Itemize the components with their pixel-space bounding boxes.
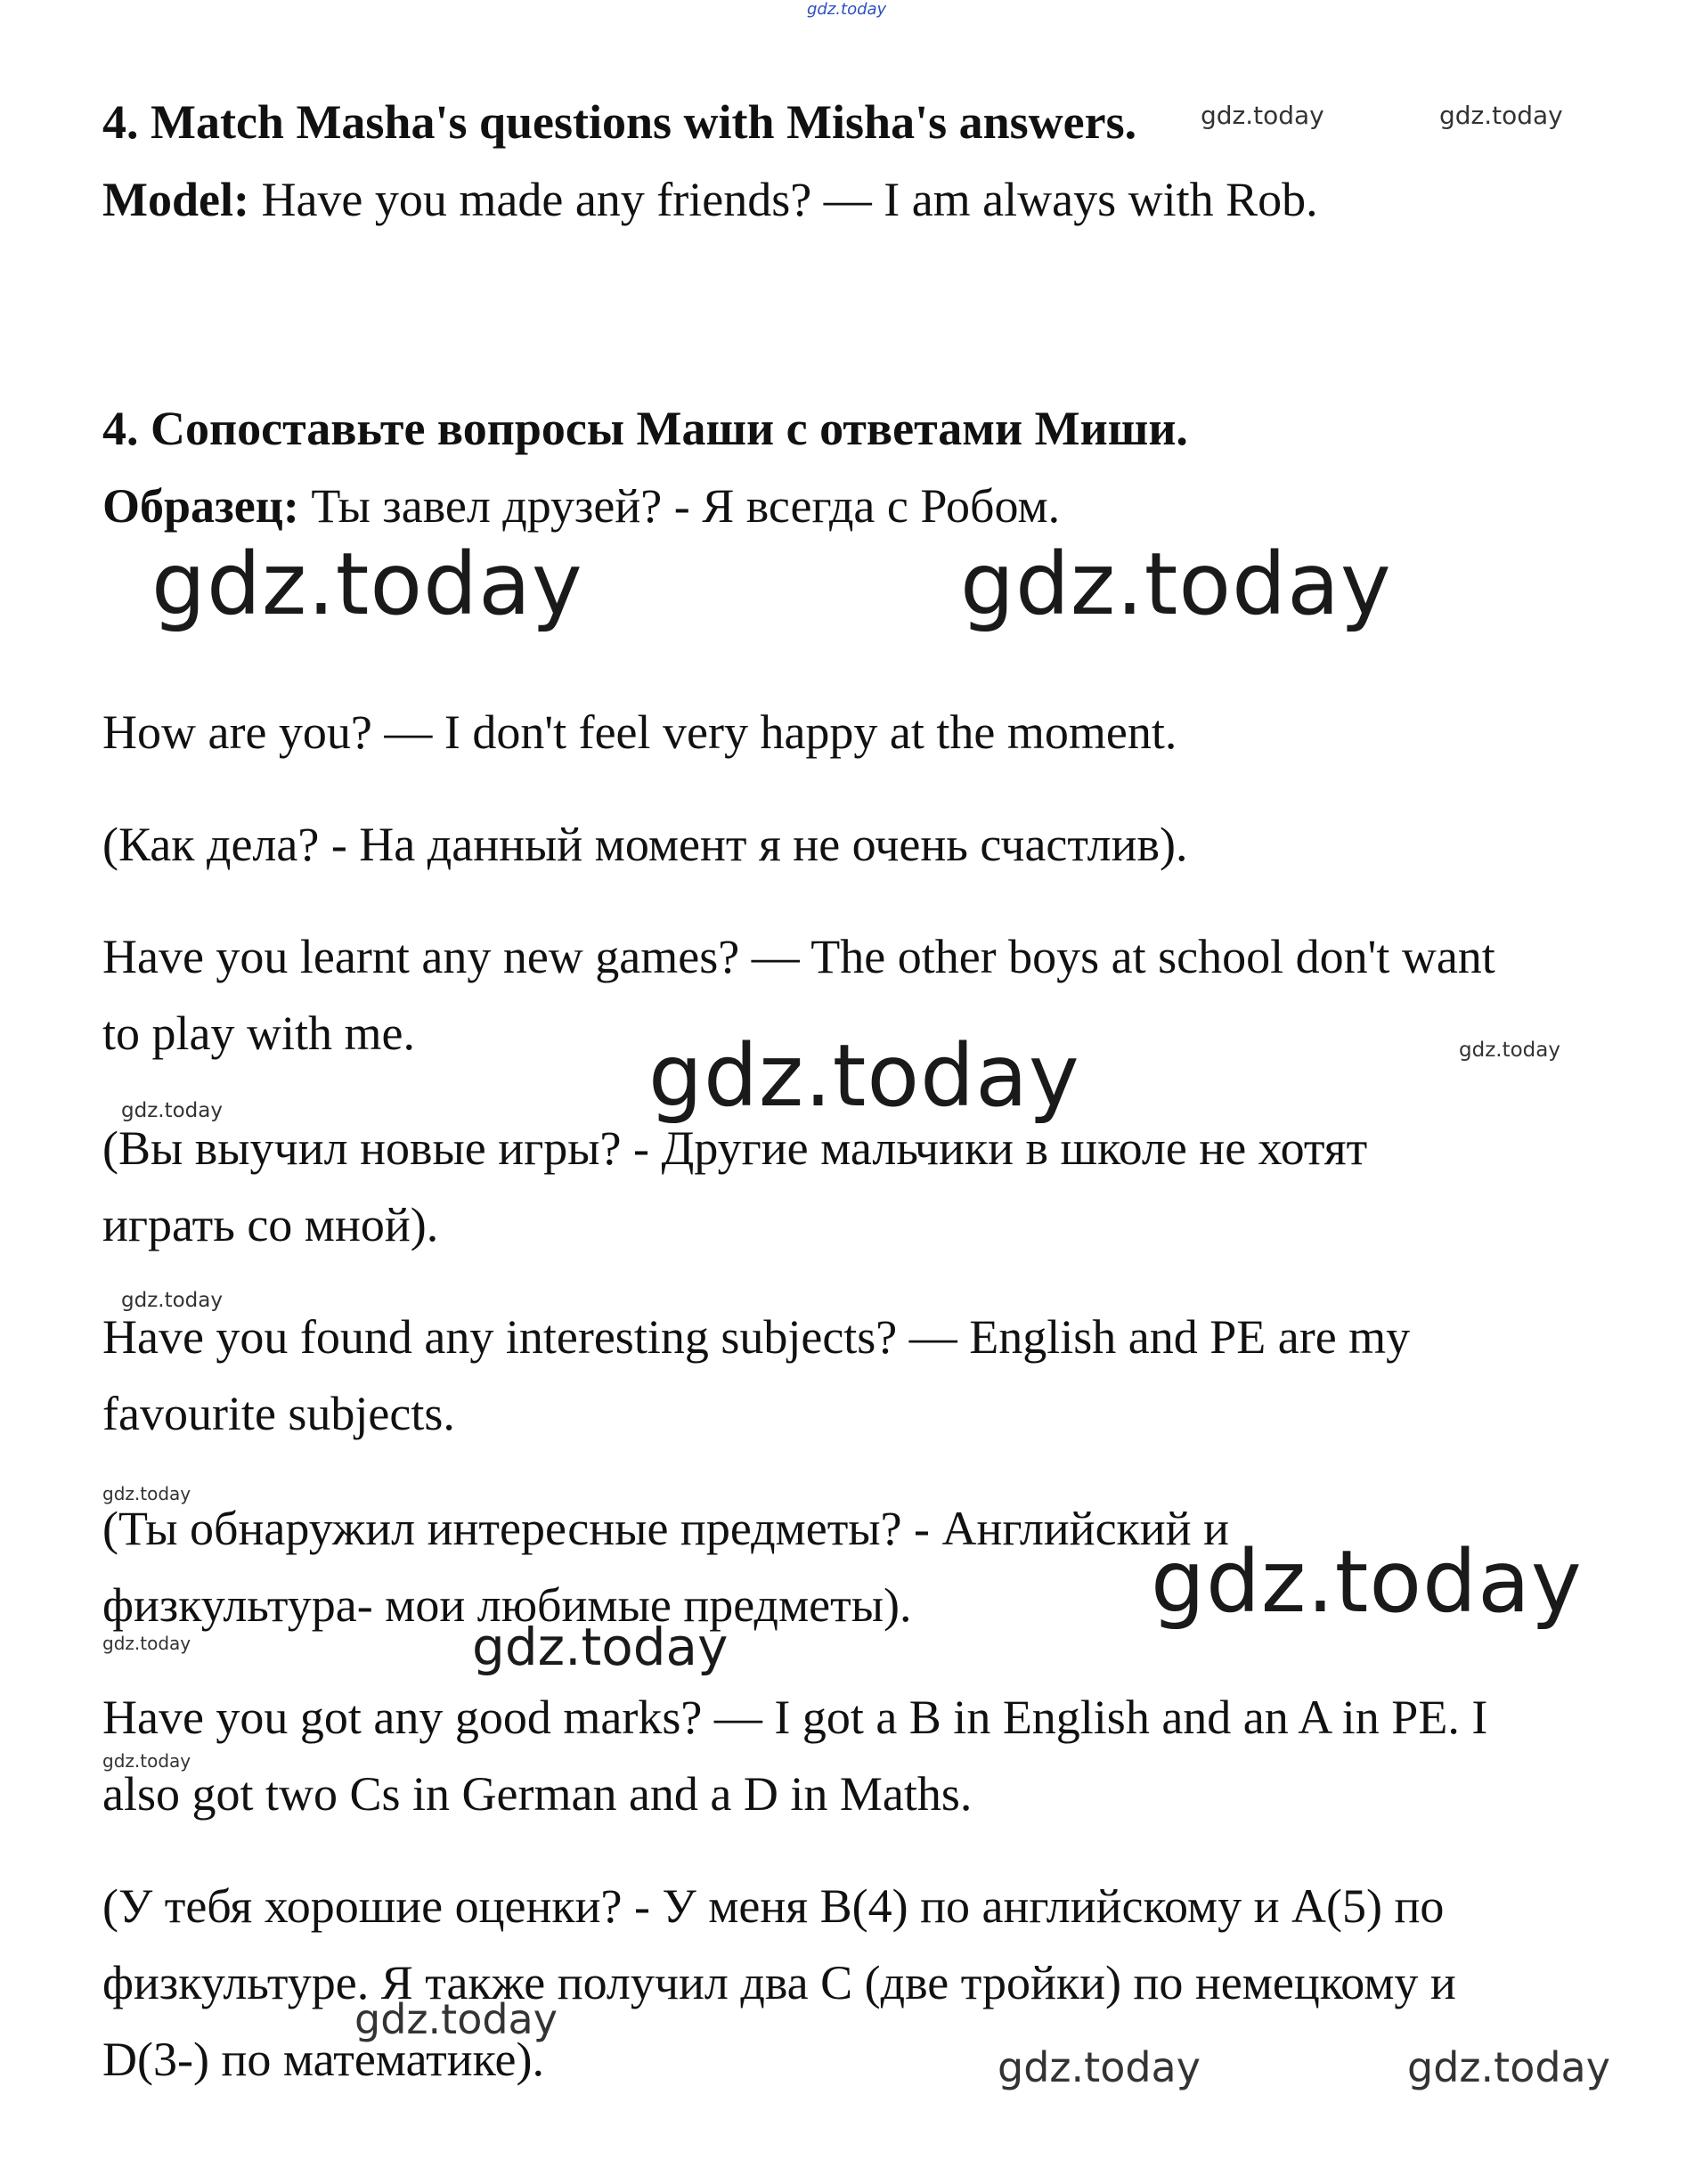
heading-russian: 4. Сопоставьте вопросы Маши с ответами Миши. [102,402,1188,455]
text-line: also got two Cs in German and a D in Maths. [102,1767,973,1821]
model-label-english: Model: [102,173,249,226]
watermark: gdz.today [121,1289,223,1312]
model-english [102,175,1318,224]
text-line: (Вы выучил новые игры? - Другие мальчики в школе не хотят [102,1121,1368,1175]
text-line: Have you found any interesting subjects? — English and PE are my [102,1310,1411,1364]
watermark: gdz.today [102,1750,191,1772]
watermark: gdz.today [1201,101,1324,130]
watermark: gdz.today [1439,101,1563,130]
watermark: gdz.today [354,1995,558,2043]
text-line: физкультура- мои любимые предметы). [102,1578,912,1632]
text-line: to play with me. [102,1006,415,1060]
text-line: D(3-) по математике). [102,2033,544,2086]
model-russian [102,479,1061,533]
text-line: favourite subjects. [102,1387,455,1440]
text-line: (Как дела? - На данный момент я не очень счастлив). [102,818,1188,871]
model-label-russian: Образец: [102,479,299,533]
model-text-russian: Ты завел друзей? - Я всегда с Робом. [298,479,1061,533]
watermark: gdz.today [648,1026,1080,1126]
watermark: gdz.today [1407,2043,1610,2091]
text-line: Have you got any good marks? — I got a B in English and an A in PE. I [102,1691,1488,1744]
watermark: gdz.today [960,534,1392,634]
watermark: gdz.today [102,1633,191,1654]
model-text-english: Have you made any friends? — I am always with Rob. [248,173,1318,226]
text-line: (У тебя хорошие оценки? - У меня B(4) по английскому и A(5) по [102,1879,1445,1933]
watermark: gdz.today [151,534,583,634]
heading-english: 4. Match Masha's questions with Misha's answers. [102,95,1137,149]
text-line: физкультуре. Я также получил два C (две тройки) по немецкому и [102,1956,1456,2009]
watermark-top: gdz.today [807,0,887,19]
watermark: gdz.today [121,1099,223,1122]
text-line: Have you learnt any new games? — The other boys at school don't want [102,930,1495,983]
watermark: gdz.today [1459,1039,1560,1062]
watermark: gdz.today [102,1483,191,1504]
watermark: gdz.today [1151,1532,1583,1632]
text-line: How are you? — I don't feel very happy at the moment. [102,705,1177,759]
text-line: (Ты обнаружил интересные предметы? - Английский и [102,1502,1229,1555]
watermark: gdz.today [998,2043,1201,2091]
watermark: gdz.today [472,1617,729,1677]
text-line: играть со мной). [102,1198,439,1251]
